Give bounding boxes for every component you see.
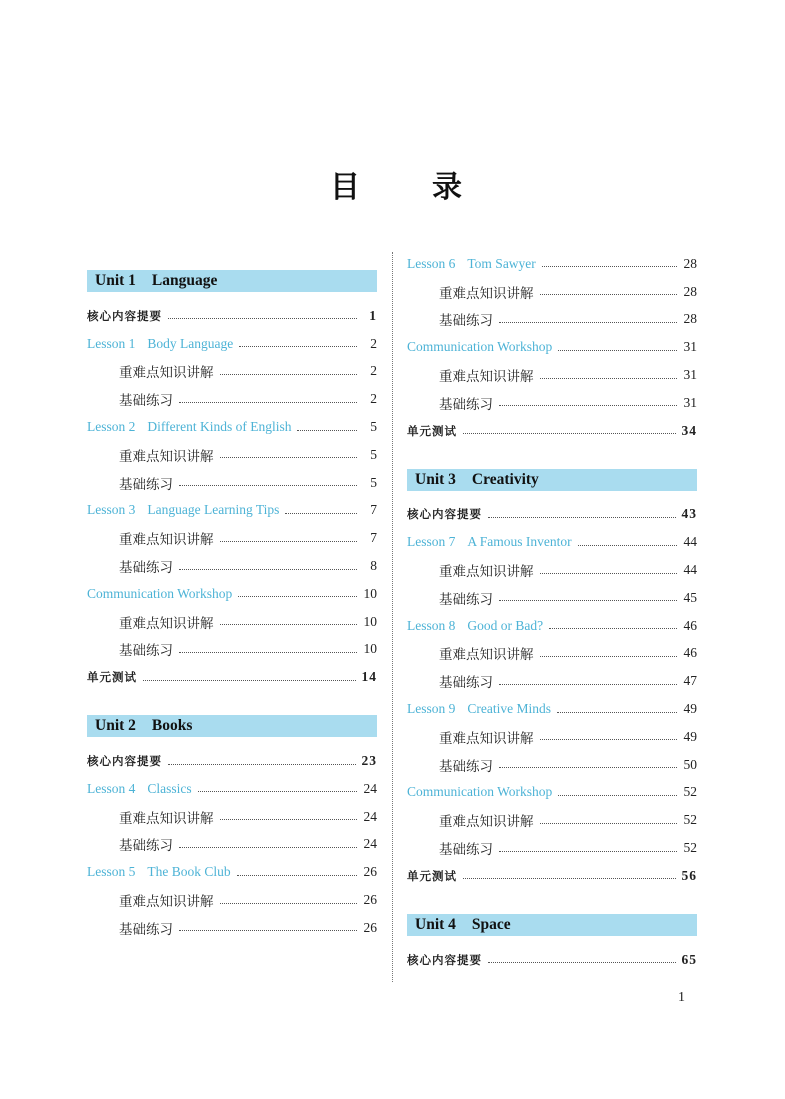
toc-entry[interactable] (87, 330, 377, 358)
unit-header-2 (87, 715, 377, 737)
page-ref: 7 (370, 530, 377, 546)
toc-entry[interactable] (407, 333, 697, 361)
toc-entry[interactable] (87, 580, 377, 608)
toc-entry[interactable] (87, 441, 377, 469)
toc-entry[interactable] (87, 469, 377, 497)
page-ref: 10 (363, 585, 377, 601)
toc-entry[interactable] (407, 361, 697, 389)
lesson-number: Lesson 7 (407, 534, 456, 550)
toc-entry[interactable] (407, 723, 697, 751)
dot-leader (499, 322, 677, 323)
lesson-number: Lesson 9 (407, 701, 456, 717)
lesson-title: Body Language (147, 335, 234, 351)
toc-entry[interactable] (87, 302, 377, 330)
section-label: 核心内容提要 (407, 952, 482, 967)
page-ref: 24 (363, 808, 377, 824)
toc-list-unit-1 (87, 302, 377, 691)
unit-label: Unit 3 (415, 470, 456, 488)
toc-entry[interactable] (407, 501, 697, 529)
dot-leader (558, 350, 677, 351)
dot-leader (168, 318, 357, 319)
toc-entry[interactable] (407, 528, 697, 556)
toc-entry[interactable] (87, 552, 377, 580)
subsection-label: 重难点知识讲解 (439, 285, 534, 302)
subsection-label: 基础练习 (439, 313, 493, 330)
subsection-label: 重难点知识讲解 (119, 894, 214, 911)
page-ref: 2 (370, 363, 377, 379)
dot-leader (463, 433, 676, 434)
unit-label: Unit 1 (95, 272, 136, 289)
dot-leader (168, 764, 356, 765)
dot-leader (542, 266, 677, 267)
page-ref: 45 (683, 589, 697, 605)
page-ref: 65 (681, 951, 697, 967)
toc-entry[interactable] (407, 862, 697, 890)
toc-entry[interactable] (87, 858, 377, 886)
toc-entry[interactable] (87, 914, 377, 942)
page-ref: 7 (370, 502, 377, 518)
toc-entry[interactable] (87, 385, 377, 413)
dot-leader (557, 712, 677, 713)
lesson-title: Tom Sawyer (467, 255, 536, 271)
column-divider (392, 252, 393, 982)
page-ref: 1 (369, 307, 377, 323)
subsection-label: 基础练习 (119, 393, 173, 410)
dot-leader (540, 378, 678, 379)
page-ref: 56 (681, 867, 697, 883)
toc-entry[interactable] (407, 751, 697, 779)
page-ref: 2 (370, 335, 377, 351)
dot-leader (285, 513, 357, 514)
dot-leader (499, 600, 677, 601)
toc-entry[interactable] (87, 358, 377, 386)
dot-leader (238, 596, 357, 597)
toc-entry[interactable] (407, 417, 697, 445)
unit-name: Creativity (471, 470, 539, 488)
section-label: 核心内容提要 (407, 507, 482, 522)
page-ref: 8 (370, 558, 377, 574)
page-ref: 46 (683, 617, 697, 633)
section-label: 单元测试 (87, 670, 137, 685)
page-ref: 26 (363, 892, 377, 908)
toc-list-unit-3 (407, 501, 697, 890)
toc-list-unit-2-cont (407, 250, 697, 445)
dot-leader (540, 739, 678, 740)
subsection-label: 基础练习 (119, 476, 173, 493)
lesson-title: A Famous Inventor (467, 534, 572, 550)
title-char-2: 录 (432, 170, 462, 205)
page-ref: 5 (370, 446, 377, 462)
lesson-number: Lesson 4 (87, 780, 136, 796)
page-ref: 34 (681, 422, 697, 438)
unit-header-4 (407, 914, 697, 936)
dot-leader (499, 405, 677, 406)
subsection-label: 基础练习 (439, 396, 493, 413)
toc-entry[interactable] (87, 608, 377, 636)
subsection-label: 重难点知识讲解 (119, 615, 214, 632)
unit-header-1 (87, 270, 377, 292)
dot-leader (549, 628, 677, 629)
dot-leader (179, 930, 357, 931)
lesson-number: Communication Workshop (87, 585, 233, 601)
page-ref: 26 (363, 919, 377, 935)
lesson-title: Creative Minds (467, 701, 551, 717)
toc-entry[interactable] (87, 747, 377, 775)
unit-name: Space (471, 915, 511, 933)
dot-leader (179, 652, 357, 653)
title-char-1: 目 (330, 170, 360, 205)
page-ref: 50 (683, 756, 697, 772)
page-ref: 47 (683, 673, 697, 689)
toc-entry[interactable] (87, 413, 377, 441)
lesson-number: Lesson 3 (87, 502, 136, 518)
lesson-number: Lesson 2 (87, 419, 136, 435)
lesson-number: Lesson 5 (87, 864, 136, 880)
toc-entry[interactable] (87, 886, 377, 914)
dot-leader (179, 569, 357, 570)
subsection-label: 基础练习 (439, 675, 493, 692)
subsection-label: 重难点知识讲解 (119, 532, 214, 549)
page-ref: 46 (683, 645, 697, 661)
dot-leader (488, 962, 676, 963)
dot-leader (463, 878, 676, 879)
page-ref: 2 (370, 391, 377, 407)
subsection-label: 基础练习 (119, 838, 173, 855)
dot-leader (488, 517, 676, 518)
toc-entry[interactable] (407, 667, 697, 695)
lesson-number: Lesson 8 (407, 617, 456, 633)
page-ref: 24 (363, 836, 377, 852)
unit-label: Unit 4 (415, 915, 456, 933)
page-ref: 24 (363, 780, 377, 796)
page-ref: 10 (363, 641, 377, 657)
dot-leader (499, 684, 677, 685)
subsection-label: 重难点知识讲解 (439, 647, 534, 664)
unit-name: Books (151, 717, 193, 735)
toc-entry[interactable] (407, 640, 697, 668)
page-ref: 49 (683, 701, 697, 717)
unit-name: Language (151, 272, 218, 289)
subsection-label: 基础练习 (119, 643, 173, 660)
toc-entry[interactable] (87, 663, 377, 691)
toc-entry[interactable] (407, 250, 697, 278)
right-column (407, 250, 697, 974)
dot-leader (540, 656, 678, 657)
page-ref: 31 (683, 339, 697, 355)
subsection-label: 重难点知识讲解 (439, 564, 534, 581)
dot-leader (540, 294, 678, 295)
toc-entry[interactable] (87, 497, 377, 525)
dot-leader (499, 767, 677, 768)
dot-leader (499, 851, 677, 852)
page-ref: 23 (361, 753, 377, 769)
page-ref: 5 (370, 419, 377, 435)
toc-entry[interactable] (407, 389, 697, 417)
subsection-label: 基础练习 (119, 921, 173, 938)
section-label: 核心内容提要 (87, 754, 162, 769)
page-ref: 5 (370, 474, 377, 490)
page-ref: 26 (363, 864, 377, 880)
dot-leader (179, 485, 357, 486)
toc-entry[interactable] (407, 306, 697, 334)
page-ref: 52 (683, 812, 697, 828)
dot-leader (179, 847, 357, 848)
subsection-label: 基础练习 (439, 591, 493, 608)
page-ref: 49 (683, 728, 697, 744)
section-label: 单元测试 (407, 423, 457, 438)
dot-leader (297, 430, 357, 431)
dot-leader (239, 346, 357, 347)
toc-entry[interactable] (407, 946, 697, 974)
toc-entry[interactable] (407, 584, 697, 612)
subsection-label: 重难点知识讲解 (439, 369, 534, 386)
lesson-title: Different Kinds of English (147, 419, 292, 435)
dot-leader (198, 791, 357, 792)
page-number: 1 (678, 990, 685, 1005)
dot-leader (179, 402, 357, 403)
subsection-label: 基础练习 (439, 758, 493, 775)
subsection-label: 重难点知识讲解 (119, 365, 214, 382)
lesson-title: Good or Bad? (467, 617, 544, 633)
section-label: 单元测试 (407, 868, 457, 883)
toc-entry[interactable] (407, 278, 697, 306)
dot-leader (578, 545, 677, 546)
dot-leader (220, 541, 358, 542)
toc-entry[interactable] (407, 806, 697, 834)
toc-entry[interactable] (407, 695, 697, 723)
toc-entry[interactable] (87, 831, 377, 859)
page-ref: 44 (683, 562, 697, 578)
dot-leader (558, 795, 677, 796)
toc-entry[interactable] (87, 803, 377, 831)
subsection-label: 基础练习 (439, 842, 493, 859)
lesson-title: Classics (147, 780, 192, 796)
page-ref: 28 (683, 283, 697, 299)
dot-leader (220, 374, 358, 375)
page-ref: 28 (683, 311, 697, 327)
dot-leader (220, 903, 358, 904)
page-ref: 31 (683, 394, 697, 410)
page-ref: 44 (683, 534, 697, 550)
unit-label: Unit 2 (95, 717, 136, 735)
left-column (87, 264, 377, 942)
dot-leader (143, 680, 356, 681)
lesson-number: Lesson 6 (407, 255, 456, 271)
dot-leader (540, 573, 678, 574)
dot-leader (220, 624, 358, 625)
page-ref: 43 (681, 506, 697, 522)
subsection-label: 基础练习 (119, 560, 173, 577)
subsection-label: 重难点知识讲解 (439, 814, 534, 831)
subsection-label: 重难点知识讲解 (119, 810, 214, 827)
toc-entry[interactable] (87, 524, 377, 552)
dot-leader (540, 823, 678, 824)
unit-header-3 (407, 469, 697, 491)
subsection-label: 重难点知识讲解 (119, 448, 214, 465)
lesson-title: The Book Club (147, 864, 231, 880)
toc-entry[interactable] (407, 556, 697, 584)
lesson-number: Communication Workshop (407, 339, 553, 355)
toc-title (0, 162, 785, 205)
lesson-number: Lesson 1 (87, 335, 136, 351)
toc-entry[interactable] (87, 636, 377, 664)
subsection-label: 重难点知识讲解 (439, 730, 534, 747)
toc-entry[interactable] (407, 834, 697, 862)
section-label: 核心内容提要 (87, 308, 162, 323)
lesson-number: Communication Workshop (407, 784, 553, 800)
toc-entry[interactable] (87, 775, 377, 803)
dot-leader (237, 875, 357, 876)
page-ref: 14 (361, 669, 377, 685)
page-ref: 52 (683, 784, 697, 800)
page-ref: 52 (683, 840, 697, 856)
toc-list-unit-4 (407, 946, 697, 974)
page-ref: 28 (683, 255, 697, 271)
lesson-title: Language Learning Tips (147, 502, 280, 518)
toc-entry[interactable] (407, 612, 697, 640)
dot-leader (220, 819, 358, 820)
page-ref: 31 (683, 367, 697, 383)
toc-entry[interactable] (407, 779, 697, 807)
page-ref: 10 (363, 613, 377, 629)
toc-list-unit-2 (87, 747, 377, 942)
dot-leader (220, 457, 358, 458)
